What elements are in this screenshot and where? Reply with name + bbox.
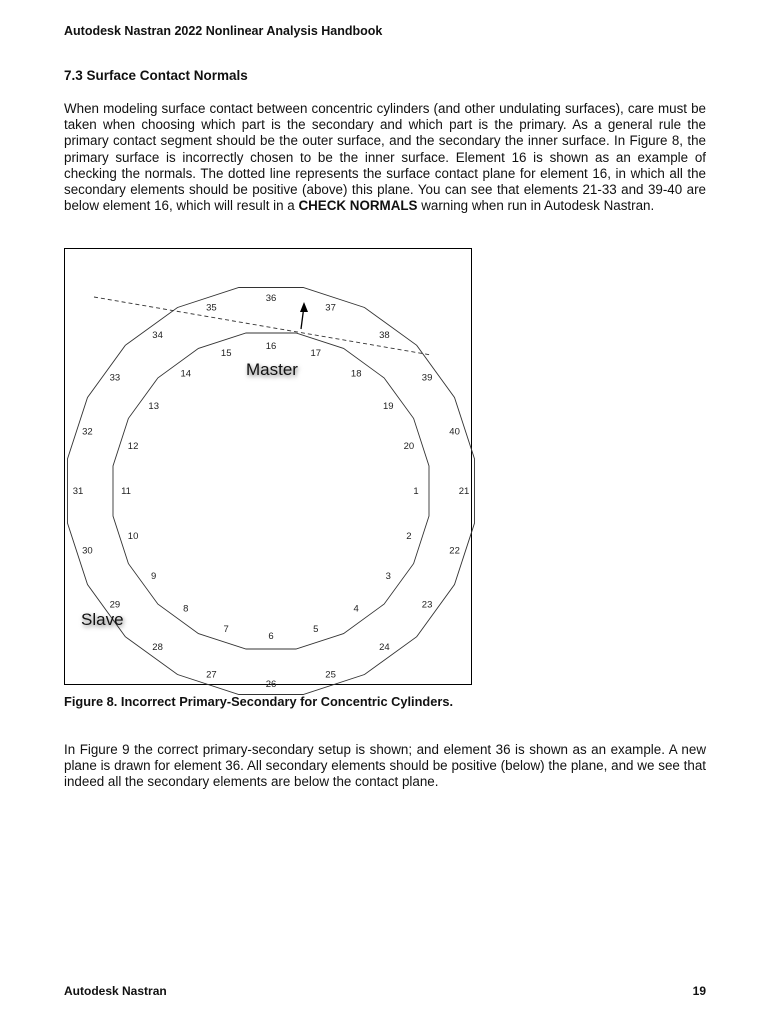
outer-node-label: 38: [379, 329, 390, 341]
outer-node-label: 30: [82, 545, 93, 557]
inner-node-label: 13: [148, 400, 159, 412]
intro-text-end: warning when run in Autodesk Nastran.: [417, 198, 655, 214]
outer-node-label: 24: [379, 642, 390, 654]
outer-node-label: 36: [265, 293, 277, 304]
outer-node-label: 40: [449, 426, 460, 438]
outer-node-label: 34: [152, 329, 163, 341]
inner-node-label: 4: [353, 603, 359, 615]
outer-node-label: 26: [265, 679, 277, 690]
inner-node-label: 15: [220, 348, 232, 360]
running-header: Autodesk Nastran 2022 Nonlinear Analysis Handbook: [64, 24, 383, 38]
outer-node-label: 35: [206, 302, 217, 314]
inner-node-label: 9: [151, 571, 157, 583]
inner-node-label: 3: [385, 571, 391, 583]
inner-node-label: 11: [121, 486, 131, 497]
inner-cylinder-outline: [113, 333, 429, 649]
inner-node-label: 6: [268, 631, 274, 642]
concentric-cylinders-diagram: [65, 249, 471, 690]
inner-node-label: 16: [265, 341, 277, 352]
contact-plane-line: [94, 297, 431, 355]
outer-node-label: 28: [152, 642, 163, 654]
inner-node-label: 1: [413, 486, 419, 497]
inner-node-label: 8: [183, 603, 189, 615]
outer-node-label: 22: [449, 545, 460, 557]
inner-node-label: 5: [313, 623, 319, 635]
normal-arrow-head: [300, 302, 308, 312]
intro-paragraph: [64, 101, 706, 214]
figure-caption: Figure 8. Incorrect Primary-Secondary for Concentric Cylinders.: [64, 694, 453, 709]
outer-node-label: 31: [72, 486, 84, 497]
second-paragraph: In Figure 9 the correct primary-secondary setup is shown; and element 36 is shown as an example. A new plane is drawn for element 36. All secondary elements should be positive (below) the plane, and we see that indeed all the secondary elements are below the contact plane.: [64, 742, 706, 790]
outer-node-label: 23: [421, 599, 433, 611]
master-label: Master: [246, 360, 298, 379]
inner-node-label: 17: [310, 348, 322, 360]
inner-node-label: 18: [350, 368, 362, 380]
slave-label: Slave: [81, 610, 124, 629]
inner-node-label: 10: [127, 530, 139, 542]
outer-node-label: 32: [82, 426, 93, 438]
section-title: 7.3 Surface Contact Normals: [64, 68, 248, 83]
inner-node-label: 12: [127, 441, 139, 453]
inner-node-label: 19: [383, 400, 394, 412]
outer-node-label: 27: [206, 669, 217, 681]
footer-product: Autodesk Nastran: [64, 984, 167, 998]
outer-node-label: 39: [421, 372, 433, 384]
inner-node-label: 20: [403, 441, 415, 453]
page-number: 19: [692, 984, 706, 998]
figure-8: [64, 248, 472, 690]
outer-node-label: 33: [109, 372, 121, 384]
inner-node-label: 7: [223, 623, 229, 635]
inner-node-label: 14: [180, 368, 192, 380]
outer-node-label: 37: [325, 302, 336, 314]
inner-node-label: 2: [406, 530, 412, 542]
outer-node-label: 29: [109, 599, 121, 611]
check-normals-emphasis: CHECK NORMALS: [298, 198, 418, 214]
outer-node-label: 25: [325, 669, 336, 681]
outer-node-label: 21: [458, 486, 470, 497]
intro-text: When modeling surface contact between concentric cylinders (and other undulating surfaces), care must be taken when choosing which part is the secondary and which part is the primary. As a general rule the primary contact segment should be the outer surface, and the secondary the inner surface. In Figure 8, the primary surface is incorrectly chosen to be the inner surface. Element 16 is shown as an example of checking the normals. The dotted line represents the surface contact plane for element 16, in which all the secondary elements should be positive (above) this plane. You can see that elements 21-33 and 39-40 are below element 16, which will result in a: [64, 101, 706, 214]
